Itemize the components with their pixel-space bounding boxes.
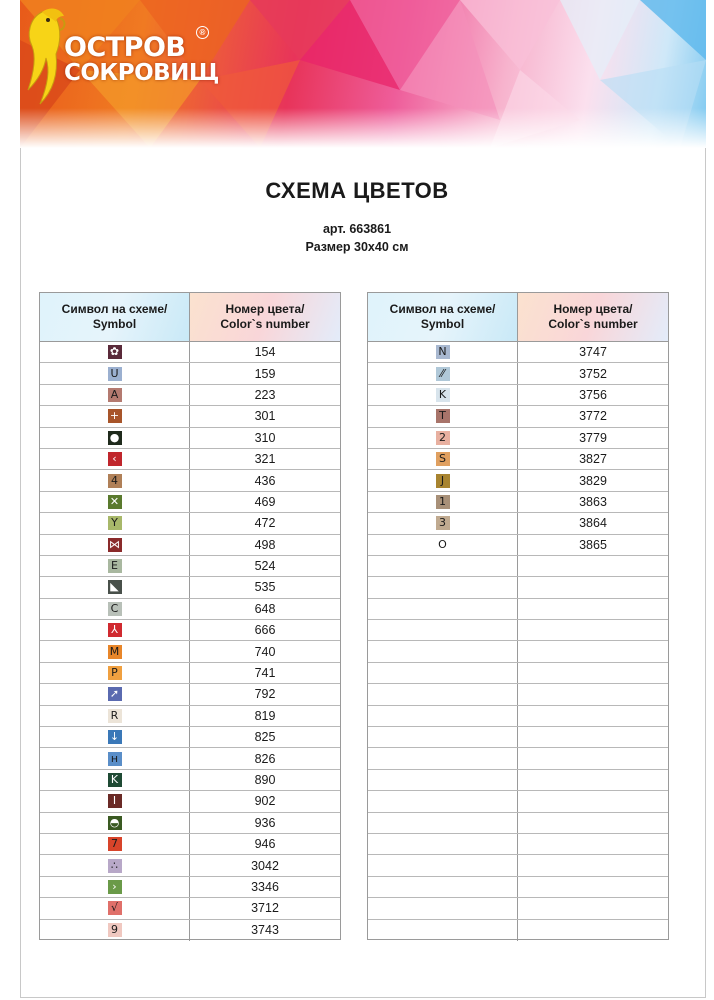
table-row [40, 684, 340, 705]
column-header-symbol: Символ на схеме/ Symbol [40, 293, 190, 341]
color-number: 3712 [251, 901, 279, 916]
symbol-cell [40, 535, 190, 555]
table-row [40, 748, 340, 769]
table-row [368, 513, 668, 534]
table-header [368, 293, 668, 342]
color-number [518, 641, 668, 661]
color-table-left [39, 292, 341, 940]
symbol-cell [40, 706, 190, 726]
color-swatch: E [108, 559, 122, 573]
symbol-cell [40, 920, 190, 941]
symbol-cell [368, 684, 518, 704]
column-header-number: Номер цвета/ Color`s number [518, 293, 668, 341]
symbol-cell [368, 898, 518, 918]
registered-mark: ® [196, 26, 209, 39]
symbol-cell [40, 834, 190, 854]
table-row [40, 706, 340, 727]
color-number: 741 [254, 666, 276, 681]
color-number: 524 [254, 559, 276, 574]
table-rows [40, 342, 340, 941]
color-number: 469 [254, 494, 276, 509]
table-row [368, 791, 668, 812]
table-row [368, 748, 668, 769]
color-table-right [367, 292, 669, 940]
table-row [40, 920, 340, 941]
color-number: 825 [254, 730, 276, 745]
color-number: 3756 [579, 387, 607, 402]
table-row [368, 727, 668, 748]
symbol-cell [40, 620, 190, 640]
table-row [368, 363, 668, 384]
symbol-cell [40, 406, 190, 426]
table-row [40, 513, 340, 534]
symbol-cell [368, 920, 518, 941]
table-row [368, 620, 668, 641]
color-number: 826 [254, 751, 276, 766]
color-number: 154 [254, 345, 276, 360]
table-row [40, 470, 340, 491]
color-number: 936 [254, 815, 276, 830]
symbol-cell [368, 727, 518, 747]
symbol-cell [40, 898, 190, 918]
color-swatch: ◣ [108, 580, 122, 594]
color-swatch: M [108, 645, 122, 659]
table-row [368, 342, 668, 363]
color-swatch: 7 [108, 837, 122, 851]
color-number: 3042 [251, 858, 279, 873]
color-swatch: ⅄ [108, 623, 122, 637]
color-number [518, 577, 668, 597]
table-row [40, 492, 340, 513]
page-title: СХЕМА ЦВЕТОВ [265, 178, 449, 203]
table-row [368, 684, 668, 705]
color-swatch: T [436, 409, 450, 423]
table-row [368, 535, 668, 556]
symbol-cell [40, 556, 190, 576]
color-swatch: K [436, 388, 450, 402]
color-number: 3743 [251, 923, 279, 938]
symbol-cell [40, 663, 190, 683]
color-swatch: 4 [108, 474, 122, 488]
symbol-cell [40, 727, 190, 747]
symbol-cell [40, 342, 190, 362]
table-row [368, 770, 668, 791]
table-row [40, 620, 340, 641]
color-number: 902 [254, 794, 276, 809]
symbol-cell [40, 492, 190, 512]
color-number: 946 [254, 837, 276, 852]
table-row [368, 706, 668, 727]
table-row [368, 834, 668, 855]
color-number [518, 791, 668, 811]
table-row [368, 470, 668, 491]
table-row [40, 428, 340, 449]
color-swatch: ➚ [108, 687, 122, 701]
table-row [40, 556, 340, 577]
symbol-cell [40, 813, 190, 833]
symbol-cell [40, 684, 190, 704]
table-row [40, 855, 340, 876]
color-swatch: A [108, 388, 122, 402]
color-swatch: Y [108, 516, 122, 530]
color-number: 3829 [579, 473, 607, 488]
color-swatch: ● [108, 431, 122, 445]
color-swatch: ∴ [108, 859, 122, 873]
color-number: 890 [254, 773, 276, 787]
color-swatch: ⁄⁄ [436, 367, 450, 381]
symbol-cell [368, 877, 518, 897]
color-number: 3752 [579, 366, 607, 381]
symbol-cell [368, 535, 518, 555]
table-row [368, 599, 668, 620]
symbol-cell [368, 641, 518, 661]
color-number: 159 [254, 366, 276, 381]
color-number [518, 770, 668, 790]
symbol-cell [368, 770, 518, 790]
symbol-cell [368, 748, 518, 768]
color-number [518, 813, 668, 833]
table-row [368, 877, 668, 898]
symbol-cell [40, 428, 190, 448]
color-number: 3747 [579, 345, 607, 360]
color-swatch: 9 [108, 923, 122, 937]
color-swatch: N [436, 345, 450, 359]
color-number: 223 [254, 387, 276, 402]
table-row [368, 492, 668, 513]
color-swatch: ⋈ [109, 537, 120, 551]
color-number: 3864 [579, 516, 607, 531]
color-swatch: 1 [436, 495, 450, 509]
table-row [40, 577, 340, 598]
color-swatch: ✕ [108, 495, 122, 509]
symbol-cell [40, 577, 190, 597]
color-number [518, 684, 668, 704]
color-swatch: ↓ [108, 730, 122, 744]
color-number: 3772 [579, 409, 607, 424]
color-number: 792 [254, 687, 276, 702]
symbol-cell [40, 855, 190, 875]
table-row [368, 449, 668, 470]
color-swatch: P [108, 666, 122, 680]
table-row [368, 577, 668, 598]
table-row [368, 641, 668, 662]
symbol-cell [368, 791, 518, 811]
symbol-cell [368, 406, 518, 426]
color-number [518, 877, 668, 897]
symbol-cell [40, 449, 190, 469]
table-row [40, 727, 340, 748]
color-number [518, 855, 668, 875]
symbol-cell [368, 813, 518, 833]
table-row [40, 791, 340, 812]
table-row [368, 663, 668, 684]
color-swatch: ‹ [108, 452, 122, 466]
table-rows [368, 342, 668, 941]
table-row [40, 834, 340, 855]
symbol-cell [368, 428, 518, 448]
table-row [368, 428, 668, 449]
symbol-cell [368, 577, 518, 597]
symbol-cell [40, 877, 190, 897]
table-row [40, 406, 340, 427]
table-row [368, 898, 668, 919]
color-number [518, 727, 668, 747]
symbol-cell [40, 791, 190, 811]
color-number: 498 [254, 537, 276, 552]
table-row [368, 406, 668, 427]
color-number [518, 920, 668, 941]
table-row [40, 363, 340, 384]
brand-logo [64, 34, 219, 85]
color-number: 3863 [579, 494, 607, 509]
symbol-cell [40, 770, 190, 790]
symbol-cell [368, 663, 518, 683]
symbol-cell [368, 342, 518, 362]
color-number [518, 748, 668, 768]
color-number: 819 [254, 708, 276, 723]
color-number: 648 [254, 601, 276, 616]
symbol-cell [368, 706, 518, 726]
color-swatch: O [436, 538, 450, 552]
table-row [40, 599, 340, 620]
symbol-cell [40, 385, 190, 405]
color-swatch: ✿ [108, 345, 122, 359]
symbol-cell [368, 492, 518, 512]
color-number [518, 620, 668, 640]
symbol-cell [368, 385, 518, 405]
color-number: 740 [254, 644, 276, 659]
color-number [518, 898, 668, 918]
color-swatch: C [108, 602, 122, 616]
table-header [40, 293, 340, 342]
color-number [518, 599, 668, 619]
brand-line2: СОКРОВИЩ [64, 60, 219, 86]
table-row [40, 342, 340, 363]
color-swatch: › [108, 880, 122, 894]
table-row [368, 556, 668, 577]
symbol-cell [40, 470, 190, 490]
color-number: 321 [254, 452, 276, 467]
color-number: 3346 [251, 879, 279, 894]
symbol-cell [40, 748, 190, 768]
table-row [40, 385, 340, 406]
table-row [368, 385, 668, 406]
color-number [518, 706, 668, 726]
symbol-cell [368, 363, 518, 383]
color-number [518, 556, 668, 576]
color-swatch: 2 [436, 431, 450, 445]
article-number: арт. 663861 [322, 222, 392, 236]
color-swatch: + [108, 409, 122, 423]
color-number: 3865 [579, 537, 607, 552]
table-row [40, 535, 340, 556]
column-header-number: Номер цвета/ Color`s number [190, 293, 340, 341]
canvas-size: Размер 30х40 см [305, 240, 409, 254]
symbol-cell [368, 599, 518, 619]
table-row [368, 855, 668, 876]
color-number: 3779 [579, 430, 607, 445]
color-swatch: ◓ [108, 816, 122, 830]
symbol-cell [368, 620, 518, 640]
table-row [40, 770, 340, 791]
table-row [40, 813, 340, 834]
color-number [518, 663, 668, 683]
color-number: 666 [254, 623, 276, 638]
color-number [518, 834, 668, 854]
table-row [40, 898, 340, 919]
symbol-cell [368, 513, 518, 533]
table-row [40, 663, 340, 684]
symbol-cell [368, 470, 518, 490]
brand-line1: ОСТРОВ [64, 32, 186, 63]
table-row [40, 449, 340, 470]
symbol-cell [40, 363, 190, 383]
color-swatch: н [108, 752, 122, 766]
color-swatch: R [108, 709, 122, 723]
column-header-symbol: Символ на схеме/ Symbol [368, 293, 518, 341]
color-swatch: I [108, 794, 122, 808]
symbol-cell [40, 641, 190, 661]
color-number: 301 [254, 409, 276, 424]
symbol-cell [40, 513, 190, 533]
color-number: 3827 [579, 452, 607, 467]
color-number: 472 [254, 516, 276, 531]
color-number: 535 [254, 580, 276, 595]
symbol-cell [368, 834, 518, 854]
table-row [368, 920, 668, 941]
color-number: 310 [254, 430, 276, 445]
color-number: 436 [254, 473, 276, 488]
table-row [40, 641, 340, 662]
color-swatch: K [108, 773, 122, 787]
color-swatch: U [108, 367, 122, 381]
color-swatch: 3 [436, 516, 450, 530]
symbol-cell [368, 556, 518, 576]
table-row [40, 877, 340, 898]
table-row [368, 813, 668, 834]
symbol-cell [40, 599, 190, 619]
header-banner [20, 0, 706, 148]
color-swatch: √ [108, 901, 122, 915]
symbol-cell [368, 855, 518, 875]
color-swatch: J [436, 474, 450, 488]
symbol-cell [368, 449, 518, 469]
color-swatch: S [436, 452, 450, 466]
